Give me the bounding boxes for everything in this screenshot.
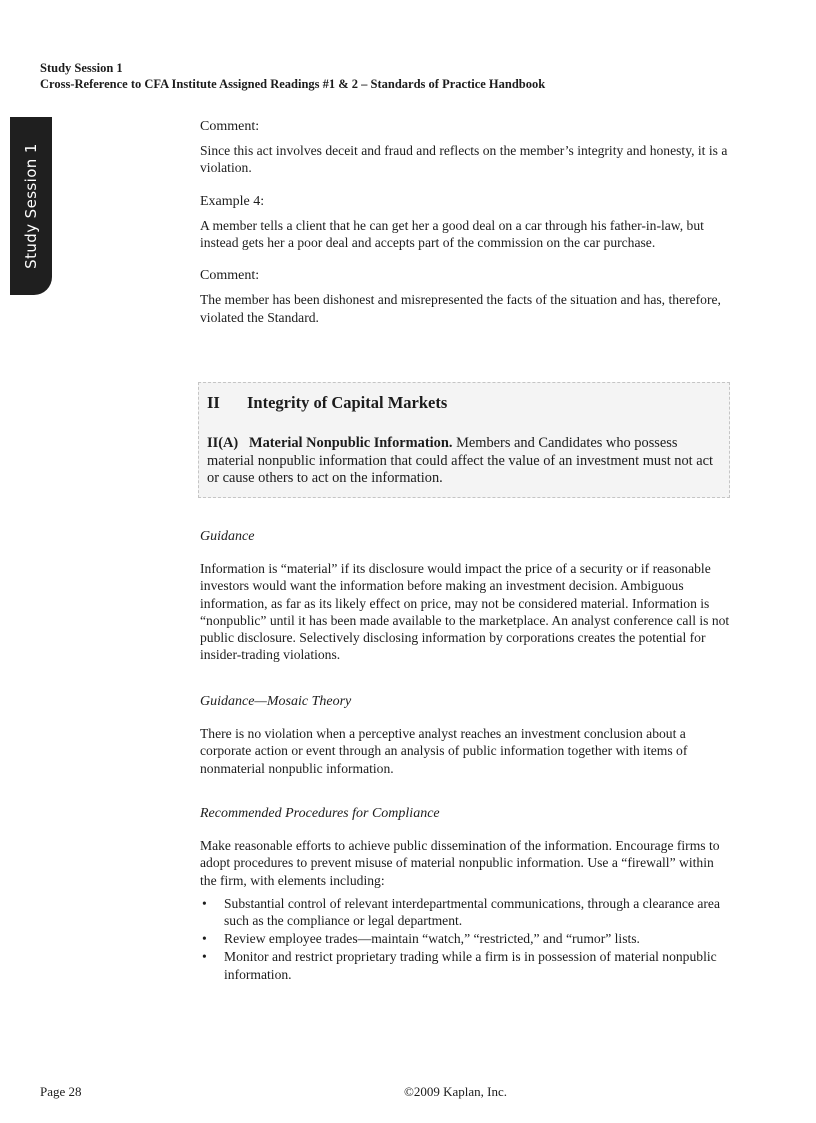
copyright: ©2009 Kaplan, Inc.: [403, 1084, 508, 1099]
guidance-text: Information is “material” if its disclosure would impact the price of a security or if reasonable investors would want the information before making an investment decision. Ambiguous information, as far as its likely effect on price, may not be considered material. Information is “nonpublic” until it has been made available to the marketplace. An analyst conference call is not public disclosure. Selectively disclosing information by corporations creates the potential for insider-trading violations.: [200, 561, 730, 663]
header-cross-reference: Cross-Reference to CFA Institute Assigned Readings #1 & 2 – Standards of Practice Handbook: [40, 77, 546, 91]
section-title: Integrity of Capital Markets: [247, 393, 448, 412]
list-item: • Review employee trades—maintain “watch,” “restricted,” and “rumor” lists.: [200, 930, 730, 947]
standard-label: II(A): [207, 435, 239, 451]
standard-statement: [207, 435, 719, 488]
section-number: II: [207, 393, 220, 412]
example-block: [200, 116, 730, 326]
comment-1-label: Comment:: [200, 119, 260, 134]
comment-2-text: The member has been dishonest and misrepresented the facts of the situation and has, therefore, violated the Standard.: [200, 292, 721, 325]
standard-box: [198, 382, 730, 498]
page-number: Page 28: [40, 1084, 82, 1099]
running-header: [40, 60, 545, 92]
header-study-session: Study Session 1: [40, 61, 123, 75]
section-heading: [207, 393, 447, 413]
procedures-list: [200, 895, 730, 983]
guidance-section: [200, 528, 730, 663]
procedures-text: Make reasonable efforts to achieve public dissemination of the information. Encourage firms to adopt procedures to prevent misuse of material nonpublic information. Use a “firewall” within the firm, with elements including:: [200, 838, 720, 888]
mosaic-text: There is no violation when a perceptive analyst reaches an investment conclusion about a corporate action or event through an analysis of public information together with items of nonmaterial nonpublic information.: [200, 726, 688, 776]
comment-1-text: Since this act involves deceit and fraud and reflects on the member’s integrity and honesty, it is a violation.: [200, 143, 728, 176]
study-session-side-tab: [10, 117, 52, 295]
example-4-text: A member tells a client that he can get her a good deal on a car through his father-in-law, but instead gets her a poor deal and accepts part of the commission on the car purchase.: [200, 217, 704, 251]
standard-name: Material Nonpublic Information.: [248, 435, 453, 451]
list-item: • Monitor and restrict proprietary trading while a firm is in possession of material nonpublic information.: [200, 948, 730, 982]
procedures-title: Recommended Procedures for Compliance: [200, 806, 440, 821]
mosaic-title: Guidance—Mosaic Theory: [200, 694, 352, 709]
list-item: • Substantial control of relevant interdepartmental communications, through a clearance area such as the compliance or legal department.: [200, 895, 730, 929]
standard-text: Members and Candidates who possess material nonpublic information that could affect the value of an investment must not act or cause others to act on the information.: [207, 435, 714, 486]
procedures-section: [200, 805, 730, 984]
guidance-title: Guidance: [200, 529, 255, 544]
example-4-label: Example 4:: [200, 193, 265, 209]
mosaic-section: [200, 693, 730, 777]
comment-2-label: Comment:: [200, 268, 260, 284]
side-tab-label: Study Session 1: [22, 143, 40, 269]
